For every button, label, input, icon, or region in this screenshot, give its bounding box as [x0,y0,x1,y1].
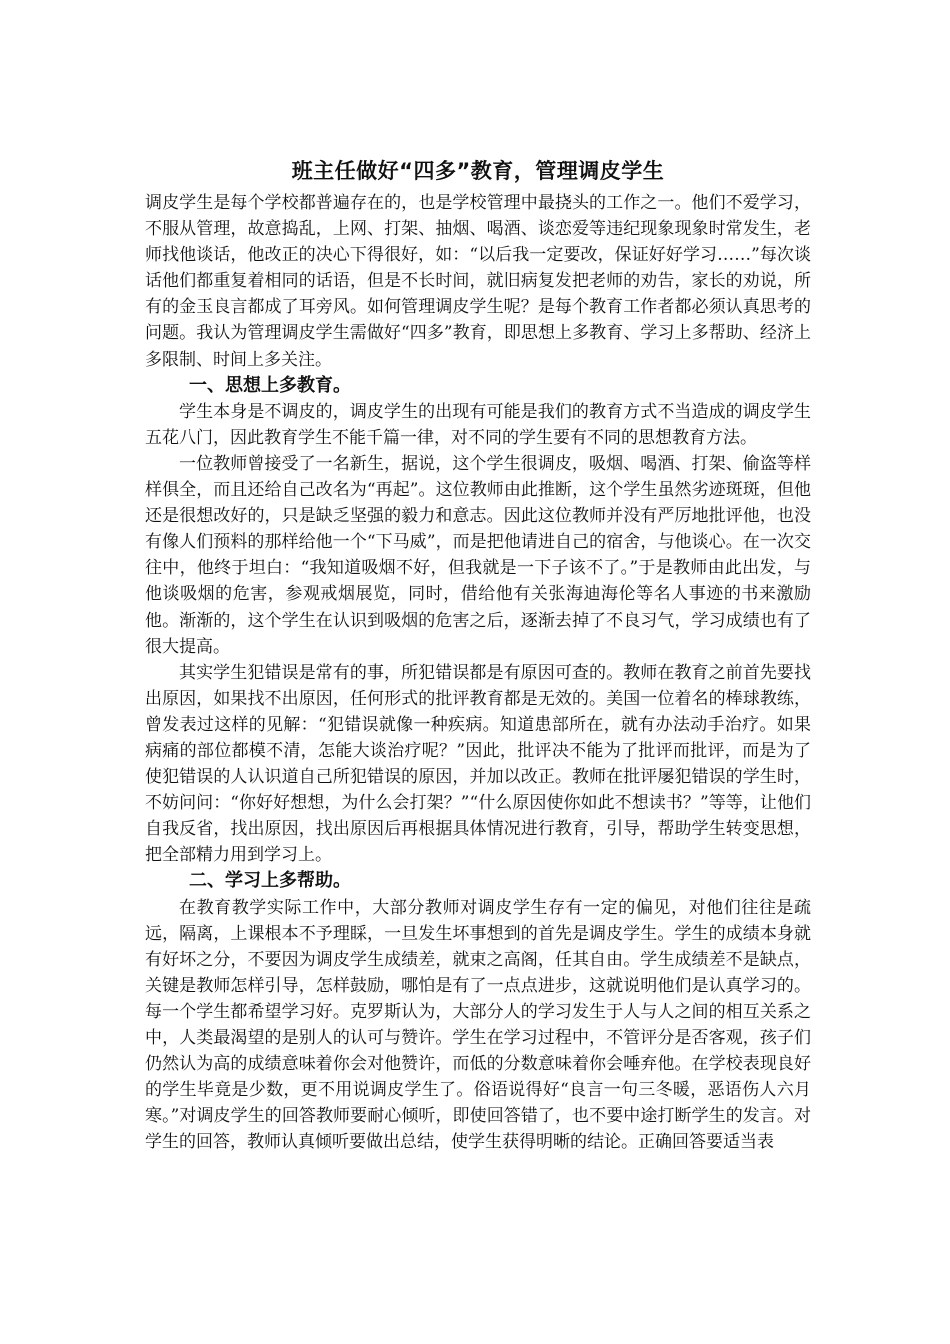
section1-paragraph-3: 其实学生犯错误是常有的事，所犯错误都是有原因可查的。教师在教育之前首先要找出原因，如果找不出原因，任何形式的批评教育都是无效的。美国一位着名的棒球教练，曾发表过这样的见解：“犯错误就像一种疾病。知道患部所在，就有办法动手治疗。如果病痛的部位都模不清，怎能大谈治疗呢？”因此，批评决不能为了批评而批评，而是为了使犯错误的人认识道自己所犯错误的原因，并加以改正。教师在批评屡犯错误的学生时，不妨问问：“你好好想想，为什么会打架？”“什么原因使你如此不想读书？”等等，让他们自我反省，找出原因，找出原因后再根据具体情况进行教育，引导，帮助学生转变思想，把全部精力用到学习上。 [145,662,811,866]
section1-paragraph-1: 学生本身是不调皮的，调皮学生的出现有可能是我们的教育方式不当造成的调皮学生五花八门，因此教育学生不能千篇一律，对不同的学生要有不同的思想教育方法。 [145,401,811,448]
section2-paragraph-1: 在教育教学实际工作中，大部分教师对调皮学生存有一定的偏见，对他们往往是疏远，隔离，上课根本不予理睬，一旦发生坏事想到的首先是调皮学生。学生的成绩本身就有好坏之分，不要因为调皮学生成绩差，就束之高阁，任其自由。学生成绩差不是缺点，关键是教师怎样引导，怎样鼓励，哪怕是有了一点点进步，这就说明他们是认真学习的。每一个学生都希望学习好。克罗斯认为，大部分人的学习发生于人与人之间的相互关系之中，人类最渴望的是别人的认可与赞许。学生在学习过程中，不管评分是否客观，孩子们仍然认为高的成绩意味着你会对他赞许，而低的分数意味着你会唾弃他。在学校表现良好的学生毕竟是少数，更不用说调皮学生了。俗语说得好“良言一句三冬暖，恶语伤人六月寒。”对调皮学生的回答教师要耐心倾听，即使回答错了，也不要中途打断学生的发言。对学生的回答，教师认真倾听要做出总结，使学生获得明晰的结论。正确回答要适当表 [145,897,811,1153]
section1-paragraph-2: 一位教师曾接受了一名新生，据说，这个学生很调皮，吸烟、喝酒、打架、偷盗等样样俱全，而且还给自己改名为“再起”。这位教师由此推断，这个学生虽然劣迹斑斑，但他还是很想改好的，只是缺乏坚强的毅力和意志。因此这位教师并没有严厉地批评他，也没有像人们预料的那样给他一个“下马威”，而是把他请进自己的宿舍，与他谈心。在一次交往中，他终于坦白：“我知道吸烟不好，但我就是一下子该不了。”于是教师由此出发，与他谈吸烟的危害，参观戒烟展览，同时，借给他有关张海迪海伦等名人事迹的书来激励他。渐渐的，这个学生在认识到吸烟的危害之后，逐渐去掉了不良习气，学习成绩也有了很大提高。 [145,453,811,657]
document-title: 班主任做好“四多”教育，管理调皮学生 [291,159,665,183]
section-heading-2: 二、学习上多帮助。 [189,870,351,892]
intro-paragraph: 调皮学生是每个学校都普遍存在的，也是学校管理中最挠头的工作之一。他们不爱学习，不服从管理，故意捣乱，上网、打架、抽烟、喝酒、谈恋爱等违纪现象现象时常发生，老师找他谈话，他改正的决心下得很好，如：“以后我一定要改，保证好好学习……”每次谈话他们都重复着相同的话语，但是不长时间，就旧病复发把老师的劝告，家长的劝说，所有的金玉良言都成了耳旁风。如何管理调皮学生呢？是每个教育工作者都必须认真思考的问题。我认为管理调皮学生需做好“四多”教育，即思想上多教育、学习上多帮助、经济上多限制、时间上多关注。 [145,193,811,370]
section-heading-1: 一、思想上多教育。 [189,374,351,396]
document-page [145,156,811,1155]
